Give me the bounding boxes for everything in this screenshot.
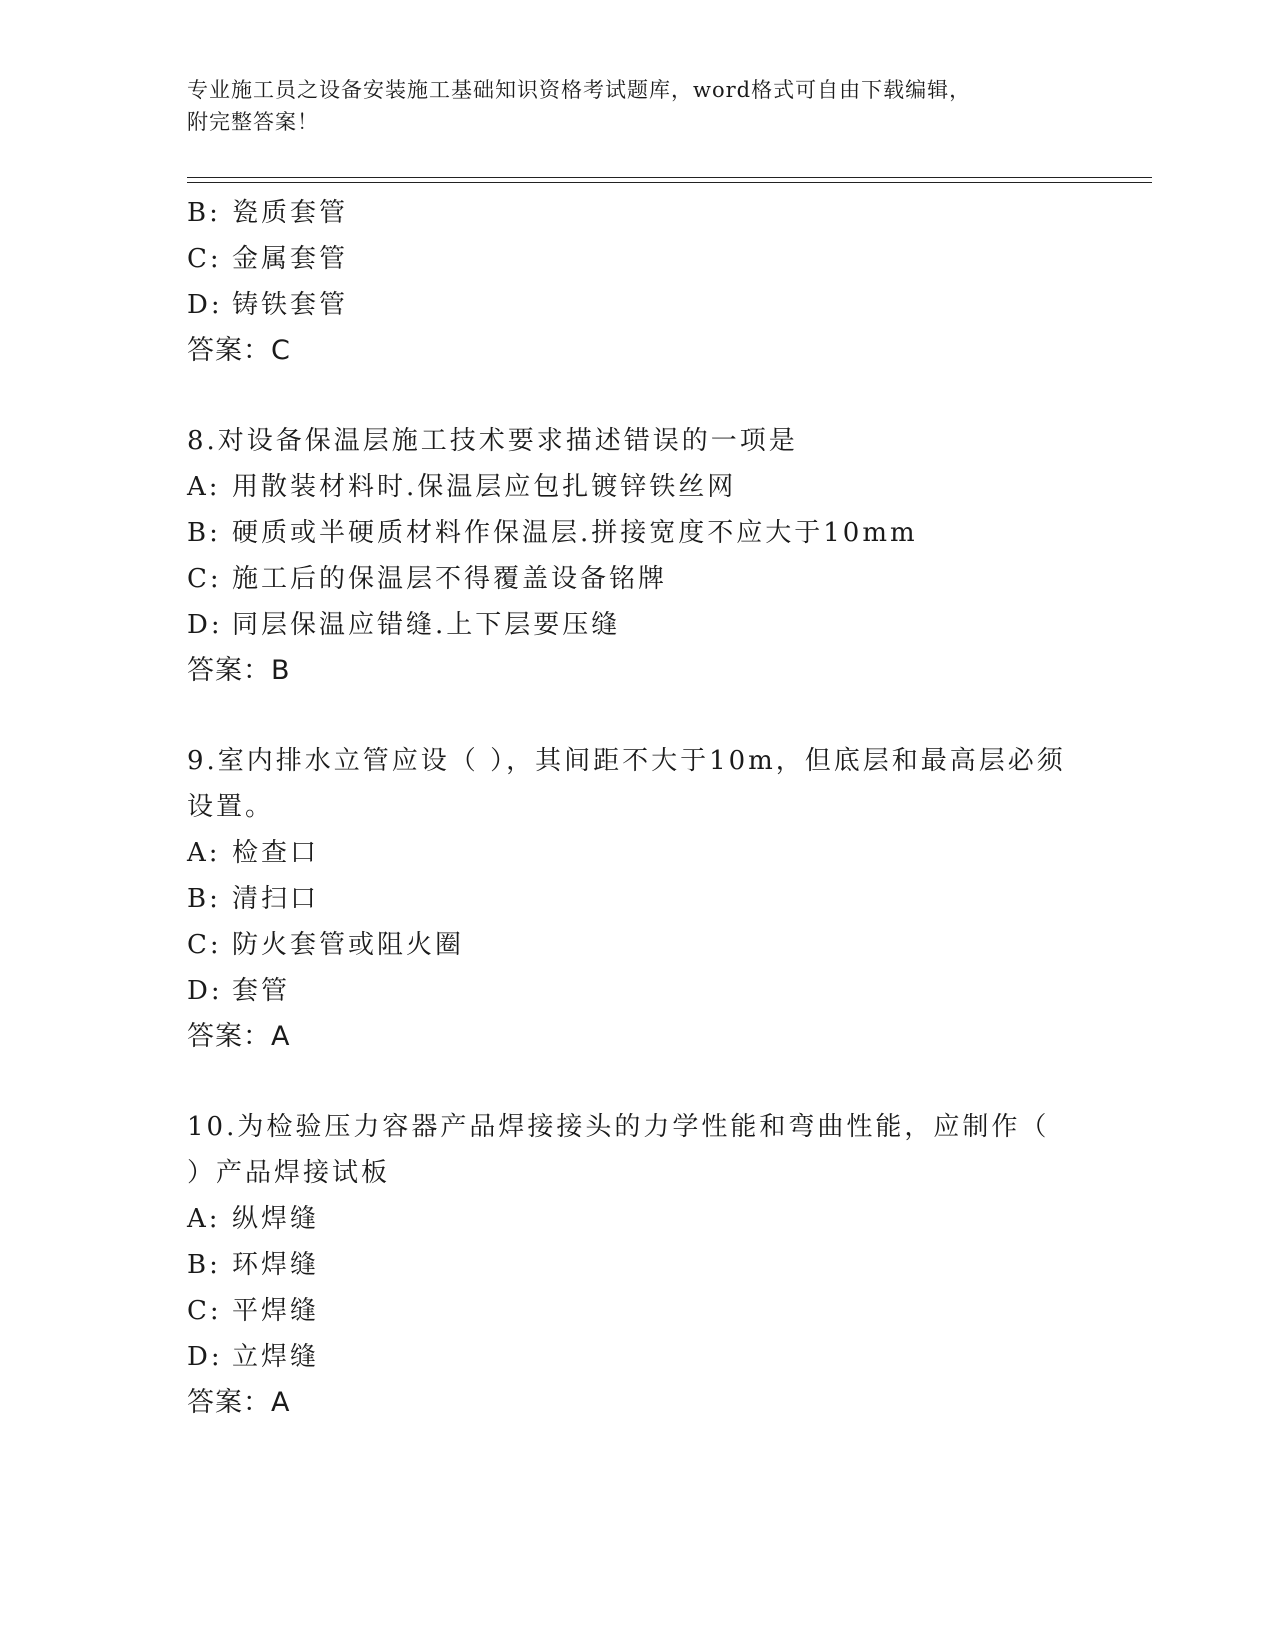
- option-text: 同层保温应错缝.上下层要压缝: [232, 610, 621, 640]
- question-9: [187, 738, 1087, 1060]
- question-list: [187, 190, 1087, 1426]
- option-letter: A:: [187, 472, 221, 502]
- option-c: [187, 1288, 1087, 1334]
- option-d: [187, 602, 1087, 648]
- option-letter: D:: [187, 1342, 223, 1372]
- option-d: [187, 282, 1087, 328]
- option-letter: C:: [187, 244, 222, 274]
- option-text: 铸铁套管: [232, 290, 349, 320]
- option-text: 施工后的保温层不得覆盖设备铭牌: [232, 564, 668, 594]
- option-c: [187, 556, 1087, 602]
- option-c: [187, 236, 1087, 282]
- option-d: [187, 968, 1087, 1014]
- option-b: [187, 876, 1087, 922]
- question-stem-line: 设置。: [187, 792, 275, 822]
- page-header: [187, 74, 1067, 138]
- header-divider-bottom: [187, 182, 1152, 183]
- option-letter: B:: [187, 518, 221, 548]
- question-stem-line: ）产品焊接试板: [187, 1158, 391, 1188]
- option-a: [187, 1196, 1087, 1242]
- option-b: [187, 190, 1087, 236]
- question-10: [187, 1104, 1087, 1426]
- option-letter: C:: [187, 1296, 222, 1326]
- question-7-continuation: [187, 190, 1087, 374]
- option-letter: D:: [187, 976, 223, 1006]
- answer-line: 答案：B: [187, 655, 291, 686]
- option-text: 立焊缝: [232, 1342, 320, 1372]
- option-text: 瓷质套管: [232, 198, 349, 228]
- option-a: [187, 830, 1087, 876]
- option-c: [187, 922, 1087, 968]
- option-text: 纵焊缝: [232, 1204, 320, 1234]
- option-text: 硬质或半硬质材料作保温层.拼接宽度不应大于10mm: [232, 518, 918, 548]
- answer-line: 答案：C: [187, 335, 291, 366]
- option-text: 环焊缝: [232, 1250, 320, 1280]
- option-letter: C:: [187, 564, 222, 594]
- header-title-line-2: 附完整答案！: [187, 110, 319, 134]
- option-letter: A:: [187, 1204, 221, 1234]
- header-title-line-1: 专业施工员之设备安装施工基础知识资格考试题库，word格式可自由下载编辑，: [187, 78, 972, 102]
- question-8: [187, 418, 1087, 694]
- option-letter: D:: [187, 290, 223, 320]
- question-stem-line: 10.为检验压力容器产品焊接接头的力学性能和弯曲性能，应制作（: [187, 1112, 1050, 1142]
- option-letter: B:: [187, 198, 221, 228]
- option-text: 用散装材料时.保温层应包扎镀锌铁丝网: [232, 472, 737, 502]
- question-stem: [187, 1104, 1067, 1196]
- option-letter: A:: [187, 838, 221, 868]
- option-letter: B:: [187, 884, 221, 914]
- answer-line: 答案：A: [187, 1387, 291, 1418]
- answer-line: 答案：A: [187, 1021, 291, 1052]
- header-divider-top: [187, 177, 1152, 178]
- option-text: 金属套管: [232, 244, 349, 274]
- option-b: [187, 1242, 1087, 1288]
- option-d: [187, 1334, 1087, 1380]
- option-a: [187, 464, 1087, 510]
- option-letter: D:: [187, 610, 223, 640]
- option-text: 清扫口: [232, 884, 320, 914]
- question-stem: [187, 418, 1067, 464]
- option-letter: C:: [187, 930, 222, 960]
- question-stem-line: 8.对设备保温层施工技术要求描述错误的一项是: [187, 426, 798, 456]
- option-text: 套管: [232, 976, 291, 1006]
- option-letter: B:: [187, 1250, 221, 1280]
- question-stem: [187, 738, 1067, 830]
- option-text: 检查口: [232, 838, 320, 868]
- option-text: 防火套管或阻火圈: [232, 930, 465, 960]
- option-text: 平焊缝: [232, 1296, 320, 1326]
- question-stem-line: 9.室内排水立管应设（ ），其间距不大于10m，但底层和最高层必须: [187, 746, 1066, 776]
- option-b: [187, 510, 1087, 556]
